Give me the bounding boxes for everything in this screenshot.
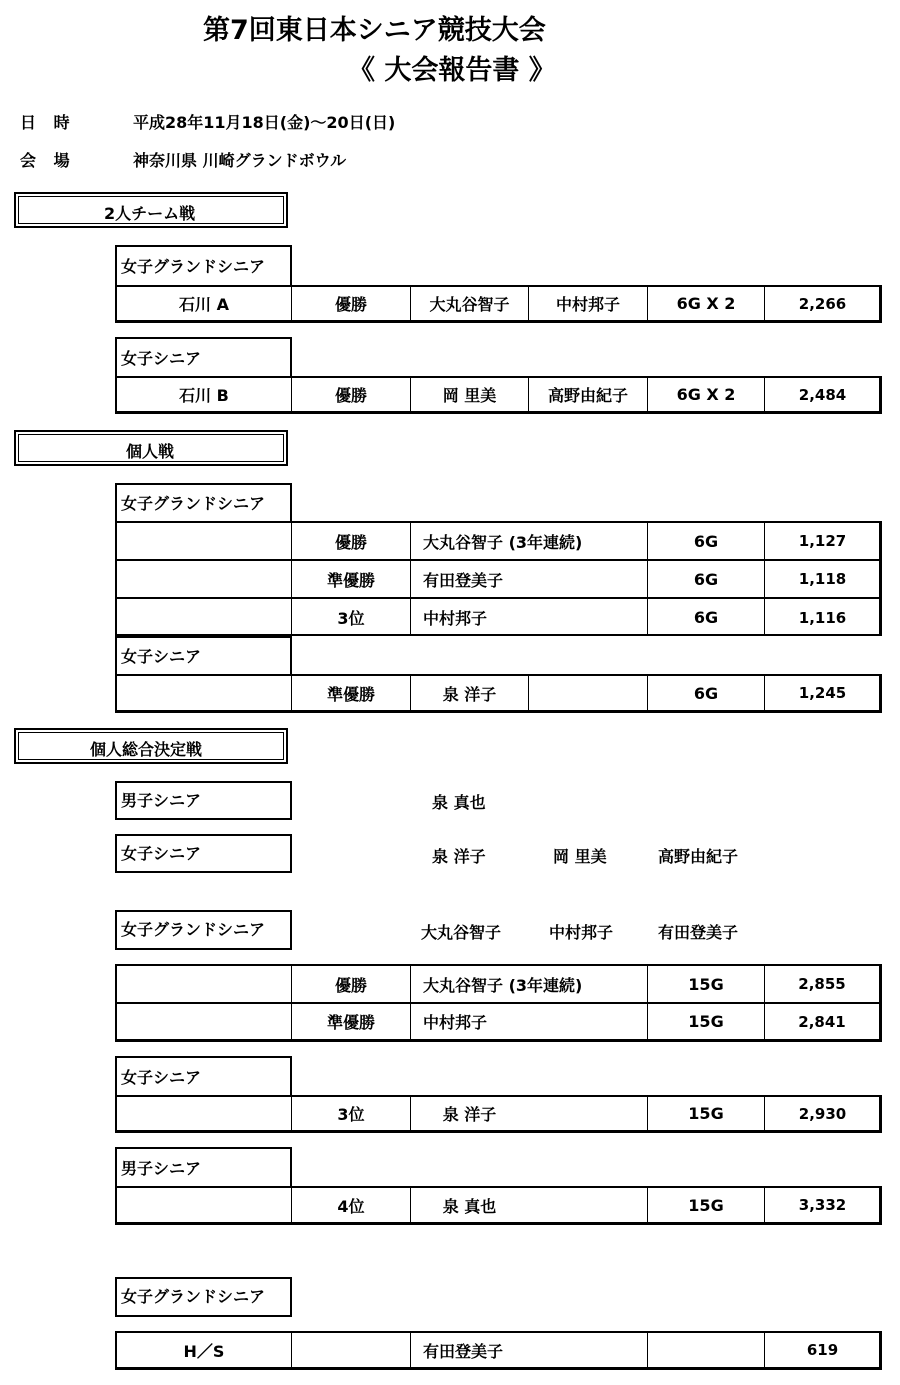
score: 2,930: [764, 1097, 880, 1130]
section-team-heading-text: 2人チーム戦: [104, 204, 196, 223]
team-name: 石川 A: [179, 295, 229, 314]
high-series-row: [115, 1331, 882, 1370]
individual-category-senior: 女子シニア: [115, 636, 292, 674]
table-row: [117, 966, 879, 1004]
player-name: 泉 洋子: [410, 676, 528, 710]
score: 2,855: [764, 966, 879, 1002]
games: 15G: [647, 966, 764, 1002]
overall-qualifier-category: 女子シニア: [115, 834, 292, 873]
player-name: 中村邦子: [410, 599, 647, 636]
games: 15G: [647, 1004, 764, 1039]
result: 準優勝: [291, 561, 410, 597]
team-player1: 大丸谷智子: [410, 287, 528, 320]
games: 6G: [647, 599, 764, 636]
overall-category-senior-w: 女子シニア: [115, 1056, 292, 1095]
report-subtitle: 《 大会報告書 》: [348, 55, 556, 86]
overall-senior-m-row: [115, 1186, 882, 1225]
team-score: 2,484: [764, 378, 880, 411]
individual-senior-row: [115, 674, 882, 713]
high-series-label: H／S: [183, 1341, 225, 1361]
games: 15G: [647, 1188, 764, 1222]
games: 6G: [647, 676, 764, 710]
result: 準優勝: [291, 1004, 410, 1039]
qualifier-name: 泉 洋子: [432, 847, 486, 866]
qualifier-name: 大丸谷智子: [421, 923, 502, 942]
score: 1,245: [764, 676, 880, 710]
games: 6G: [647, 523, 764, 559]
team-result: 優勝: [291, 378, 410, 411]
qualifier-name: 中村邦子: [549, 923, 614, 942]
report-title: 第7回東日本シニア競技大会: [203, 15, 546, 46]
team-row-senior: [115, 376, 882, 414]
score: 1,118: [764, 561, 880, 597]
team-result: 優勝: [291, 287, 410, 320]
overall-qualifier-category: 男子シニア: [115, 781, 292, 820]
team-games: 6G X 2: [647, 287, 764, 320]
team-category-senior: 女子シニア: [115, 337, 292, 376]
player-name: 大丸谷智子 (3年連続): [410, 966, 647, 1002]
individual-grand-table: [115, 521, 882, 636]
result: 3位: [291, 1097, 410, 1130]
high-series-category: 女子グランドシニア: [115, 1277, 292, 1317]
result: 優勝: [291, 523, 410, 559]
score: 3,332: [764, 1188, 880, 1222]
games: 15G: [647, 1097, 764, 1130]
player-name: 大丸谷智子 (3年連続): [410, 523, 647, 559]
result: 優勝: [291, 966, 410, 1002]
date-label: 日 時: [20, 113, 76, 132]
table-row: [117, 599, 880, 636]
player-name: 泉 真也: [410, 1188, 528, 1222]
qualifier-name: 泉 真也: [432, 793, 486, 812]
team-games: 6G X 2: [647, 378, 764, 411]
date-value: 平成28年11月18日(金)～20日(日): [133, 113, 396, 132]
overall-senior-w-row: [115, 1095, 882, 1133]
section-overall-heading: [14, 728, 288, 764]
section-individual-heading: [14, 430, 288, 466]
section-individual-heading-text: 個人戦: [126, 442, 175, 461]
score: 1,127: [764, 523, 880, 559]
team-name: 石川 B: [179, 386, 229, 405]
result: 準優勝: [291, 676, 410, 710]
overall-grand-table: [115, 964, 882, 1042]
section-overall-heading-text: 個人総合決定戦: [90, 740, 203, 759]
venue-label: 会 場: [20, 151, 76, 170]
qualifier-name: 有田登美子: [658, 923, 739, 942]
venue-value: 神奈川県 川崎グランドボウル: [133, 151, 347, 170]
table-row: [117, 561, 880, 599]
team-player1: 岡 里美: [410, 378, 528, 411]
games: 6G: [647, 561, 764, 597]
player-name: 有田登美子: [410, 561, 647, 597]
player-name: 泉 洋子: [410, 1097, 528, 1130]
team-player2: 高野由紀子: [528, 378, 647, 411]
team-category-grand: 女子グランドシニア: [115, 245, 292, 285]
score: 1,116: [764, 599, 880, 636]
table-row: [117, 1004, 879, 1039]
team-score: 2,266: [764, 287, 880, 320]
qualifier-name: 岡 里美: [553, 847, 607, 866]
result: 3位: [291, 599, 410, 636]
result: 4位: [291, 1188, 410, 1222]
overall-qualifier-category: 女子グランドシニア: [115, 910, 292, 950]
player-name: 有田登美子: [410, 1333, 647, 1367]
team-player2: 中村邦子: [528, 287, 647, 320]
table-row: [117, 523, 880, 561]
score: 619: [764, 1333, 880, 1367]
qualifier-name: 高野由紀子: [658, 847, 739, 866]
overall-category-senior-m: 男子シニア: [115, 1147, 292, 1186]
team-row-grand: [115, 285, 882, 323]
score: 2,841: [764, 1004, 879, 1039]
individual-category-grand: 女子グランドシニア: [115, 483, 292, 521]
section-team-heading: [14, 192, 288, 228]
player-name: 中村邦子: [410, 1004, 647, 1039]
